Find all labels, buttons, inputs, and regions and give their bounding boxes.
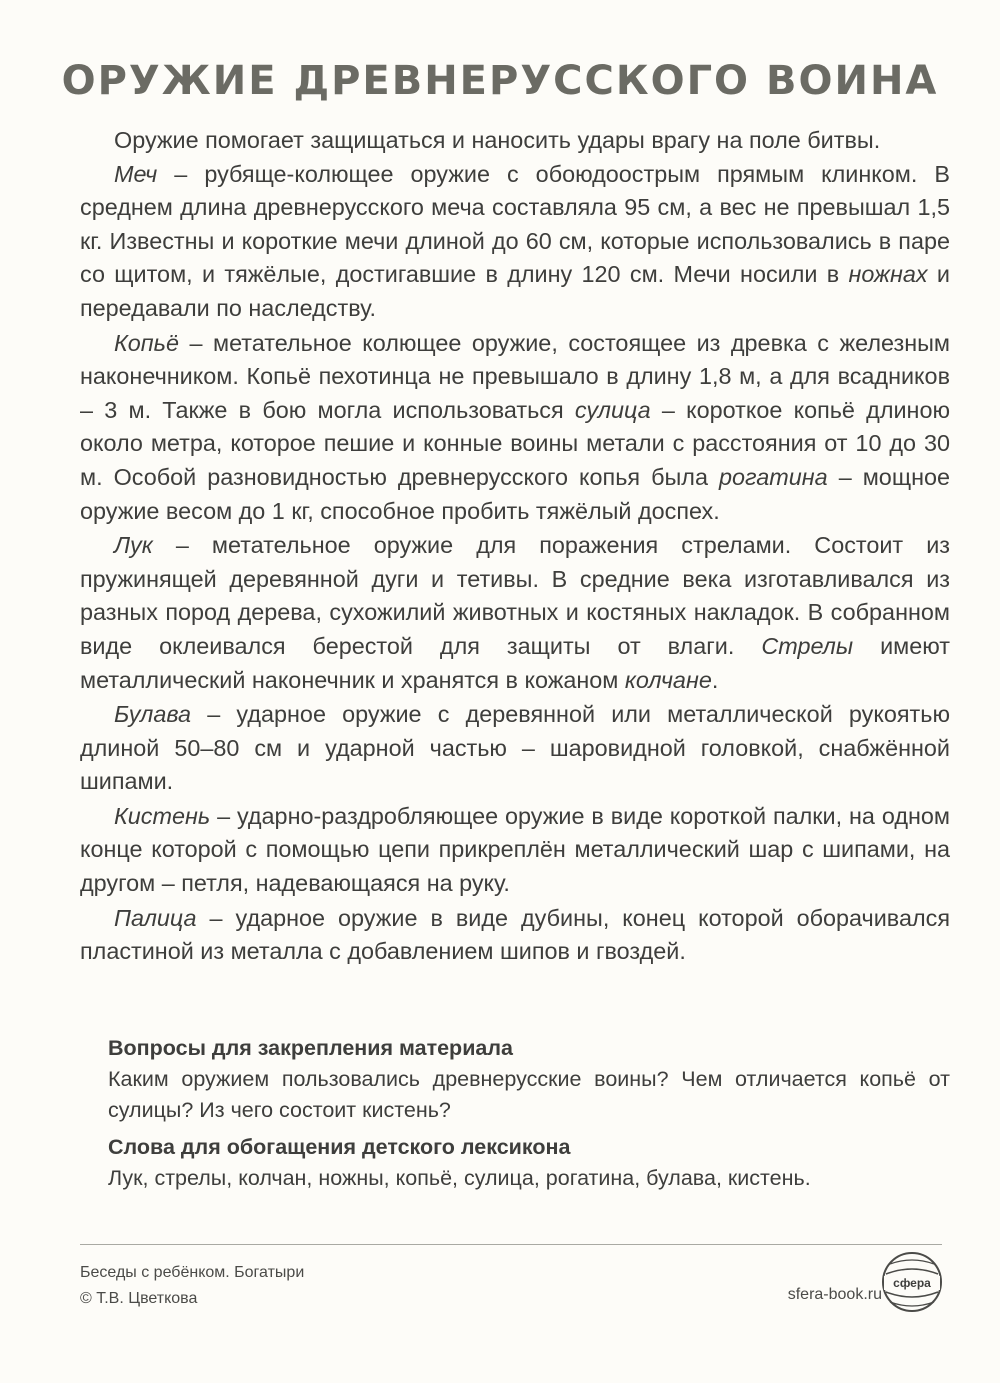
sword-paragraph: Меч – рубяще-колющее оружие с обоюдоострым прямым клинком. В среднем длина древнерусского меча составляла 95 см, а вес не превышал 1,5 кг. Известны и короткие мечи длиной до 60 см, которые использовались в паре со щитом, и тяжёлые, достигавшие в длину 120 см. Мечи носили в ножнах и передавали по наследству. [80,160,950,321]
series-name: Беседы с ребёнком. Богатыри [80,1264,305,1281]
spear-paragraph: Копьё – метательное колющее оружие, состоящее из древка с железным наконечником. Копьё пехотинца не превышало в длину 1,8 м, а для всадников – 3 м. Также в бою могла использоваться сулица – короткое копьё длиною около метра, которое пешие и конные воины метали с расстояния от 10 до 30 м. Особой разновидностью древнерусского копья была рогатина – мощное оружие весом до 1 кг, способное пробить тяжёлый доспех. [80,329,951,524]
logo-text: сфера [893,1276,931,1290]
sword-term: Меч [114,160,158,187]
vocabulary-text: Лук, стрелы, колчан, ножны, копьё, сулица, рогатина, булава, кистень. [108,1166,811,1190]
bow-paragraph: Лук – метательное оружие для поражения стрелами. Состоит из пружинящей деревянной дуги и тетивы. В средние века изготавливался из разных пород дерева, сухожилий животных и костяных накладок. В собранном виде оклеивался берестой для защиты от влаги. Стрелы имеют металлический наконечник и хранятся в кожаном колчане. [80,532,950,693]
mace-paragraph: Булава – ударное оружие с деревянной или металлической рукоятью длиной 50–80 см и ударной частью – шаровидной головкой, снабжённой шипами. [80,701,950,795]
sfera-logo-icon [880,1250,944,1314]
club-term: Палица [114,904,197,931]
questions-text: Каким оружием пользовались древнерусские воины? Чем отличается копьё от сулицы? Из чего состоит кистень? [108,1067,950,1122]
questions-heading: Вопросы для закрепления материала [108,1036,513,1060]
footer-credits [80,1260,304,1312]
intro-paragraph: Оружие помогает защищаться и наносить удары врагу на поле битвы. [114,127,881,153]
footer-divider [80,1244,942,1245]
article-body [80,124,950,970]
bow-term: Лук [114,532,153,559]
flail-paragraph: Кистень – ударно-раздробляющее оружие в виде короткой палки, на одном конце которой с помощью цепи прикреплён металлический шар с шипами, на другом – петля, надевающаяся на руку. [80,802,950,897]
spear-term: Копьё [114,329,179,356]
flail-term: Кистень [114,802,211,829]
review-section [108,1033,950,1194]
page-title: ОРУЖИЕ ДРЕВНЕРУССКОГО ВОИНА [61,58,939,104]
club-paragraph: Палица – ударное оружие в виде дубины, конец которой оборачивался пластиной из металла с добавлением шипов и гвоздей. [80,904,950,965]
vocabulary-heading: Слова для обогащения детского лексикона [108,1135,571,1159]
copyright: © Т.В. Цветкова [80,1290,198,1307]
mace-term: Булава [114,701,192,728]
website-link: sfera-book.ru [787,1286,882,1303]
